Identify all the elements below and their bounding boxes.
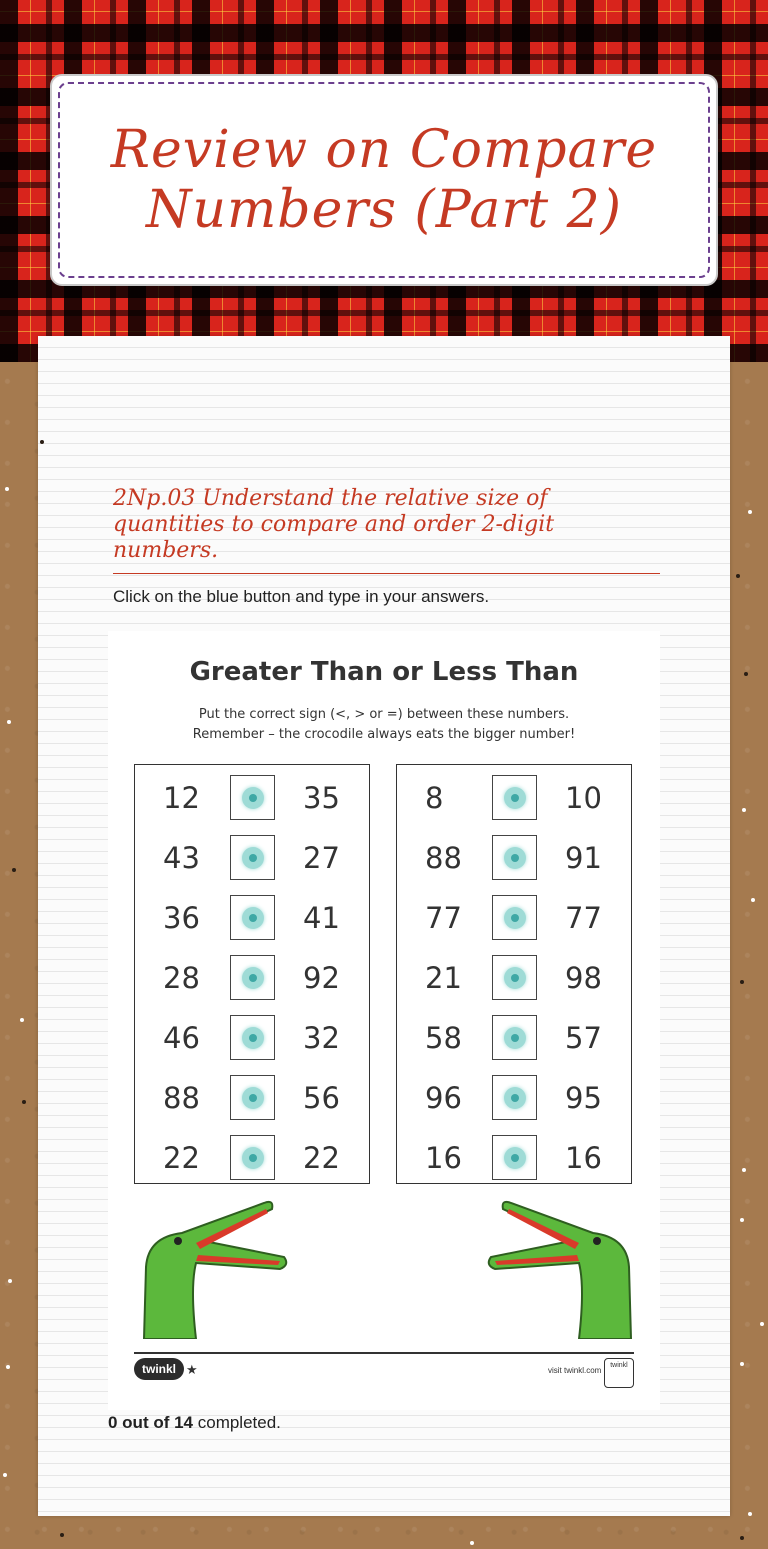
speck <box>8 1279 12 1283</box>
worksheet-image <box>108 631 660 1410</box>
left-number: 36 <box>163 901 200 935</box>
answer-box <box>230 1075 275 1120</box>
right-comparison-column <box>396 764 632 1184</box>
answer-button[interactable] <box>242 1087 264 1109</box>
left-number: 16 <box>425 1141 462 1175</box>
speck <box>736 574 740 578</box>
answer-button[interactable] <box>504 1147 526 1169</box>
left-number: 58 <box>425 1021 462 1055</box>
answer-box <box>230 895 275 940</box>
right-number: 16 <box>565 1141 602 1175</box>
answer-box <box>230 955 275 1000</box>
right-number: 22 <box>303 1141 340 1175</box>
answer-button[interactable] <box>242 1147 264 1169</box>
right-number: 98 <box>565 961 602 995</box>
comparison-row <box>135 889 369 949</box>
left-number: 46 <box>163 1021 200 1055</box>
completion-status <box>108 1413 281 1433</box>
right-number: 77 <box>565 901 602 935</box>
right-number: 92 <box>303 961 340 995</box>
comparison-row <box>135 1069 369 1129</box>
left-number: 28 <box>163 961 200 995</box>
speck <box>20 1018 24 1022</box>
comparison-row <box>397 1069 631 1129</box>
crocodile-right-icon <box>486 1197 641 1339</box>
speck <box>748 510 752 514</box>
answer-button[interactable] <box>242 967 264 989</box>
left-number: 96 <box>425 1081 462 1115</box>
worksheet-subtitle <box>108 705 660 745</box>
speck <box>742 808 746 812</box>
subtitle-line-2: Remember – the crocodile always eats the bigger number! <box>192 727 576 742</box>
answer-button[interactable] <box>504 1027 526 1049</box>
answer-box <box>492 1015 537 1060</box>
comparison-row <box>397 769 631 829</box>
visit-link-text: visit twinkl.com <box>548 1366 602 1375</box>
instruction-text: Click on the blue button and type in your answers. <box>113 587 490 606</box>
comparison-row <box>135 1009 369 1069</box>
speck <box>740 1362 744 1366</box>
completion-suffix: completed. <box>193 1413 281 1432</box>
answer-box <box>492 955 537 1000</box>
right-number: 10 <box>565 781 602 815</box>
answer-button[interactable] <box>242 907 264 929</box>
comparison-row <box>397 1129 631 1189</box>
answer-box <box>492 1135 537 1180</box>
speck <box>740 1536 744 1540</box>
answer-button[interactable] <box>504 907 526 929</box>
worksheet-title: Greater Than or Less Than <box>189 657 579 687</box>
worksheet-footer-rule <box>134 1352 634 1354</box>
speck <box>5 487 9 491</box>
answer-box <box>230 1135 275 1180</box>
speck <box>470 1541 474 1545</box>
answer-box <box>492 775 537 820</box>
speck <box>760 1322 764 1326</box>
speck <box>40 440 44 444</box>
left-number: 77 <box>425 901 462 935</box>
comparison-row <box>135 829 369 889</box>
answer-button[interactable] <box>242 847 264 869</box>
subtitle-line-1: Put the correct sign (<, > or =) between these numbers. <box>198 707 570 722</box>
right-number: 91 <box>565 841 602 875</box>
answer-box <box>492 895 537 940</box>
speck <box>751 898 755 902</box>
crocodile-left-icon <box>134 1197 289 1339</box>
left-number: 21 <box>425 961 462 995</box>
learning-objective: 2Np.03 Understand the relative size of quantities to compare and order 2-digit numbers. <box>113 486 555 563</box>
speck <box>12 868 16 872</box>
completion-count: 0 out of 14 <box>108 1413 194 1432</box>
answer-button[interactable] <box>242 1027 264 1049</box>
right-number: 32 <box>303 1021 340 1055</box>
speck <box>740 1218 744 1222</box>
left-number: 43 <box>163 841 200 875</box>
left-number: 88 <box>163 1081 200 1115</box>
right-number: 57 <box>565 1021 602 1055</box>
comparison-row <box>397 889 631 949</box>
answer-box <box>230 1015 275 1060</box>
speck <box>740 980 744 984</box>
comparison-row <box>397 949 631 1009</box>
speck <box>744 672 748 676</box>
title-frame <box>58 82 710 278</box>
speck <box>60 1533 64 1537</box>
answer-box <box>230 835 275 880</box>
left-number: 12 <box>163 781 200 815</box>
left-number: 88 <box>425 841 462 875</box>
right-number: 27 <box>303 841 340 875</box>
answer-box <box>492 1075 537 1120</box>
answer-button[interactable] <box>504 847 526 869</box>
left-number: 8 <box>425 781 444 815</box>
answer-box <box>230 775 275 820</box>
right-number: 56 <box>303 1081 340 1115</box>
answer-box <box>492 835 537 880</box>
right-number: 95 <box>565 1081 602 1115</box>
left-number: 22 <box>163 1141 200 1175</box>
speck <box>748 1512 752 1516</box>
answer-button[interactable] <box>504 787 526 809</box>
answer-button[interactable] <box>242 787 264 809</box>
comparison-row <box>135 1129 369 1189</box>
right-number: 35 <box>303 781 340 815</box>
twinkl-logo: twinkl <box>134 1358 184 1380</box>
speck <box>742 1168 746 1172</box>
title-card <box>50 74 718 286</box>
comparison-row <box>397 829 631 889</box>
comparison-row <box>397 1009 631 1069</box>
left-comparison-column <box>134 764 370 1184</box>
page-title: Review on Compare Numbers (Part 2) <box>110 120 658 240</box>
answer-button[interactable] <box>504 1087 526 1109</box>
comparison-row <box>135 949 369 1009</box>
answer-button[interactable] <box>504 967 526 989</box>
speck <box>22 1100 26 1104</box>
speck <box>7 720 11 724</box>
quality-badge: twinkl <box>604 1358 634 1388</box>
star-icon: ★ <box>186 1362 198 1377</box>
speck <box>3 1473 7 1477</box>
right-number: 41 <box>303 901 340 935</box>
comparison-row <box>135 769 369 829</box>
speck <box>6 1365 10 1369</box>
objective-divider <box>113 573 660 574</box>
